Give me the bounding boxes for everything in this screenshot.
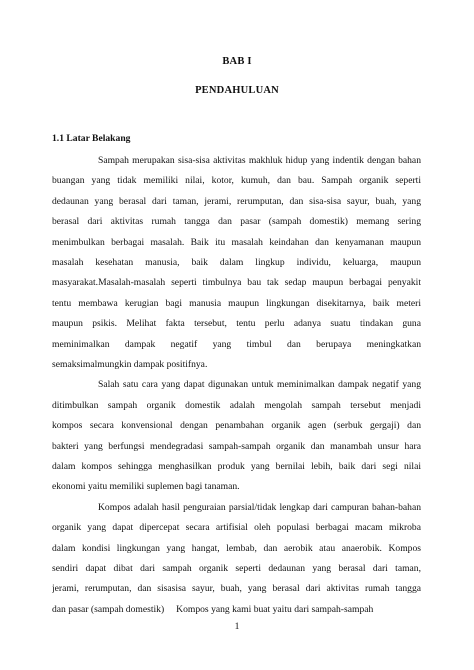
section-heading: 1.1 Latar Belakang — [52, 133, 131, 144]
text-line: jerami, rerumputan, dan sisasisa sayur, buah, yang berasal dari aktivitas rumah tangga — [52, 583, 421, 595]
text-line: ditimbulkan sampah organik domestik adalah mengolah sampah tersebut menjadi — [52, 399, 421, 411]
text-line: berasal dari aktivitas rumah tangga dan pasar (sampah domestik) memang sering — [52, 216, 421, 228]
text-line: Kompos adalah hasil penguraian parsial/tidak lengkap dari campuran bahan-bahan — [98, 501, 421, 513]
page-number: 1 — [234, 621, 240, 632]
text-line: Salah satu cara yang dapat digunakan untuk meminimalkan dampak negatif yang — [98, 379, 421, 391]
text-line: maupun psikis. Melihat fakta tersebut, tentu perlu adanya suatu tindakan guna — [52, 318, 421, 330]
text-line: menimbulkan berbagai masalah. Baik itu masalah keindahan dan kenyamanan maupun — [52, 236, 421, 248]
text-line: Sampah merupakan sisa-sisa aktivitas makhluk hidup yang indentik dengan bahan — [98, 155, 421, 166]
text-line: sendiri dapat dibat dari sampah organik seperti dedaunan yang berasal dari taman, — [52, 562, 421, 574]
text-line: meminimalkan dampak negatif yang timbul dan berupaya meningkatkan — [52, 338, 421, 350]
chapter-title: PENDAHULUAN — [195, 85, 279, 96]
text-line: dalam kompos sehingga menghasilkan produk yang bernilai lebih, baik dari segi nilai — [52, 460, 421, 472]
text-line: kompos secara konvensional dengan penambahan organik agen (serbuk gergaji) dan — [52, 420, 421, 432]
paragraph-1 — [52, 151, 421, 375]
text-line: dan pasar (sampah domestik) Kompos yang kami buat yaitu dari sampah-sampah — [52, 603, 374, 615]
text-line: ekonomi yaitu memiliki suplemen bagi tanaman. — [52, 481, 240, 493]
text-line: dalam kondisi lingkungan yang hangat, lembab, dan aerobik atau anaerobik. Kompos — [52, 542, 421, 554]
text-line: masalah kesehatan manusia, baik dalam lingkup individu, keluarga, maupun — [52, 256, 421, 268]
chapter-number: BAB I — [222, 56, 252, 67]
text-line: dedaunan yang berasal dari taman, jerami, rerumputan, dan sisa-sisa sayur, buah, yang — [52, 195, 421, 207]
text-line: buangan yang tidak memiliki nilai, kotor, kumuh, dan bau. Sampah organik seperti — [52, 175, 421, 187]
text-line: semaksimalmungkin dampak positifnya. — [52, 358, 208, 370]
text-line: bakteri yang berfungsi mendegradasi sampah-sampah organik dan manambah unsur hara — [52, 440, 421, 452]
text-line: organik yang dapat dipercepat secara artifisial oleh populasi berbagai macam mikroba — [52, 522, 421, 534]
paragraph-3 — [52, 498, 421, 620]
paragraph-2 — [52, 375, 421, 497]
text-line: masyarakat.Masalah-masalah seperti timbulnya bau tak sedap maupun berbagai penyakit — [52, 277, 421, 289]
text-line: tentu membawa kerugian bagi manusia maupun lingkungan disekitarnya, baik meteri — [52, 297, 421, 309]
